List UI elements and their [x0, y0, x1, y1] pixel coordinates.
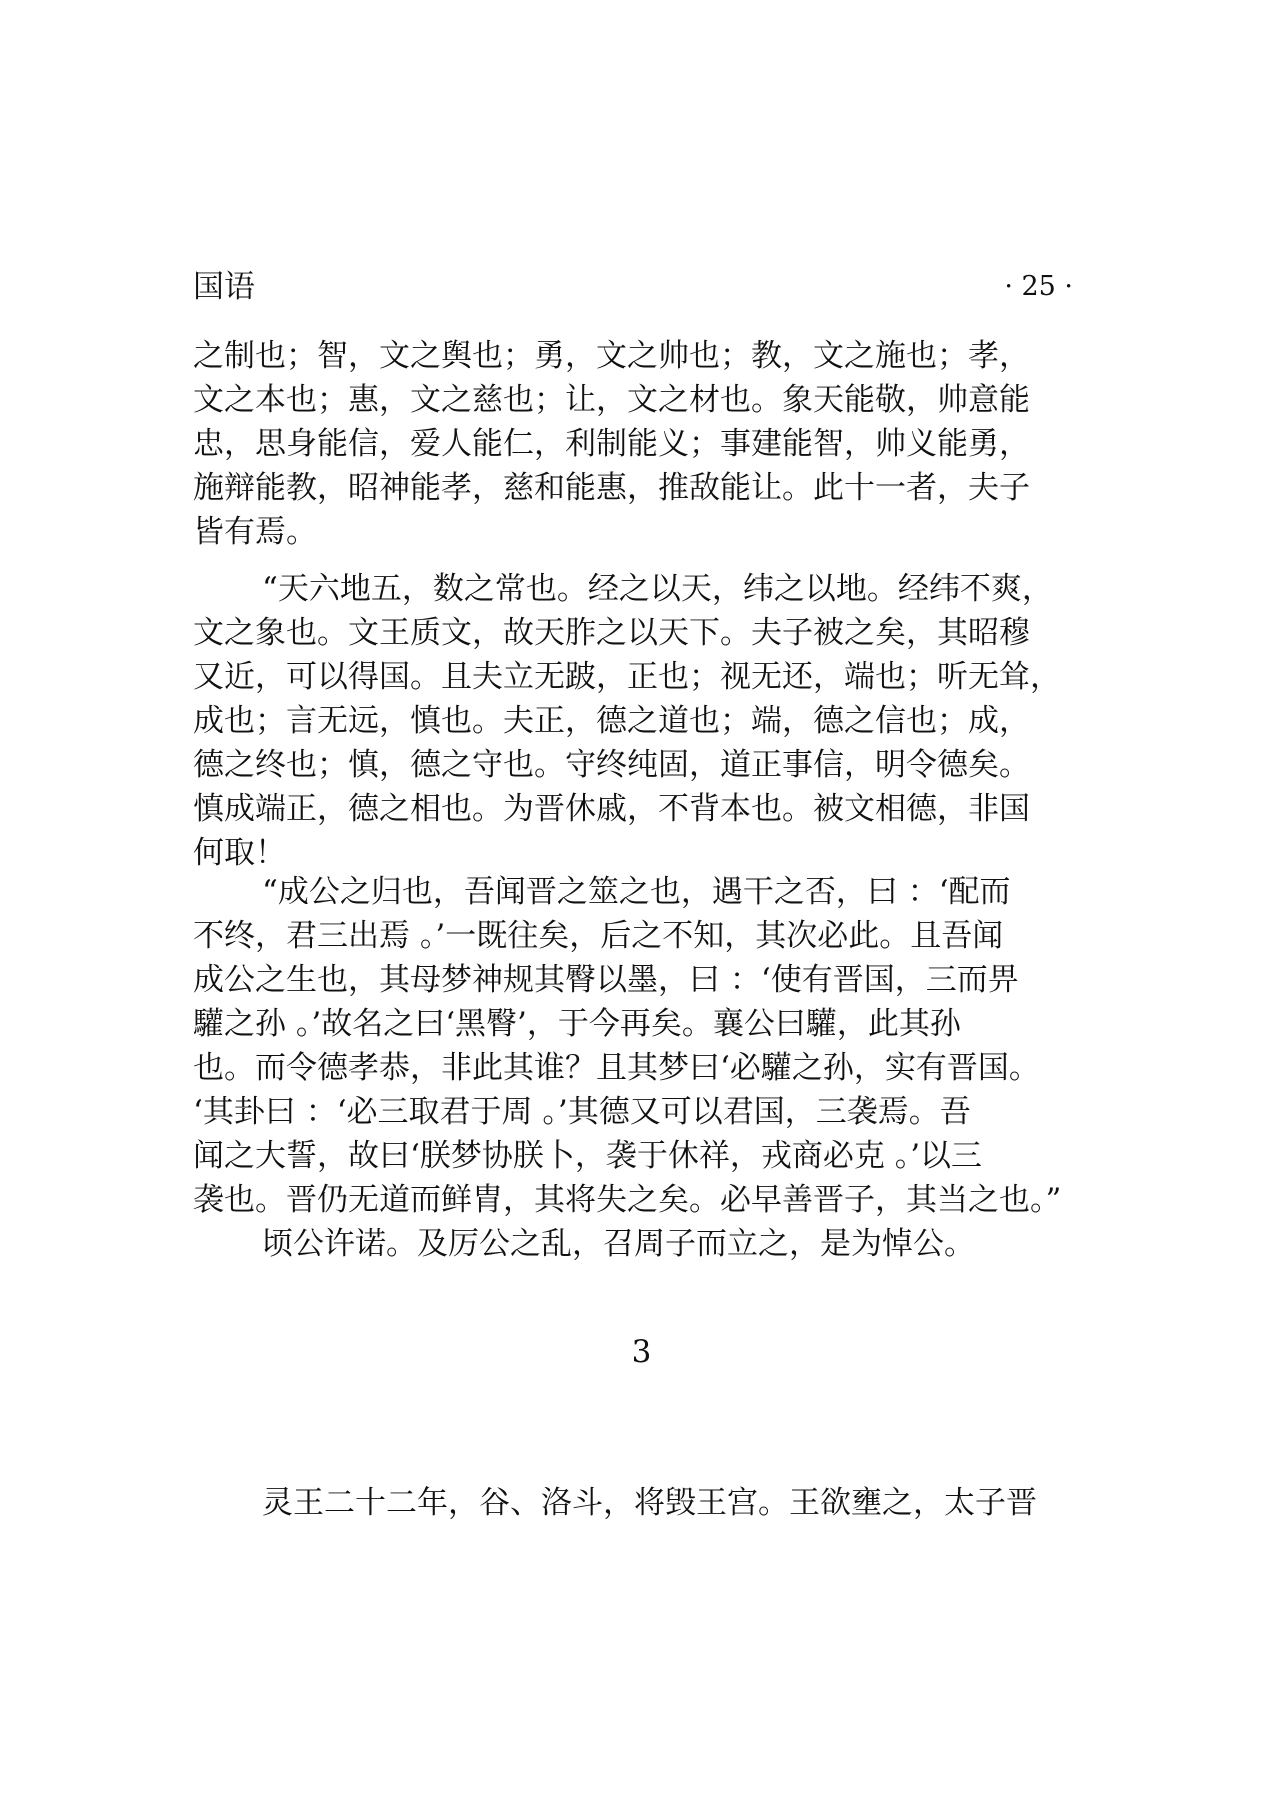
text-line: 顷公许诺。及厉公之乱，召周子而立之，是为悼公。	[262, 1226, 975, 1262]
text-line: 不终，君三出焉 。’一既往矣，后之不知，其次必此。且吾闻	[193, 918, 1004, 954]
text-line: 袭也。晋仍无道而鲜胄，其将失之矣。必早善晋子，其当之也。”	[193, 1182, 1062, 1218]
text-line: 文之象也。文王质文，故天胙之以天下。夫子被之矣，其昭穆	[193, 615, 1030, 651]
text-line: 成公之生也，其母梦神规其臀以墨，曰 ：‘使有晋国，三而畀	[193, 962, 1019, 998]
section-first-line: 灵王二十二年，谷、洛斗，将毁王宫。王欲壅之，太子晋	[262, 1485, 1037, 1521]
text-line: “天六地五，数之常也。经之以天，纬之以地。经纬不爽，	[262, 571, 1053, 607]
text-line: 皆有焉。	[193, 514, 317, 550]
text-line: 德之终也；慎，德之守也。守终纯固，道正事信，明令德矣。	[193, 747, 1030, 783]
text-line: 文之本也；惠，文之慈也；让，文之材也。象天能敬，帅意能	[193, 382, 1030, 418]
text-line: 之制也；智，文之舆也；勇，文之帅也；教，文之施也；孝，	[193, 338, 1030, 374]
text-line: 忠，思身能信，爱人能仁，利制能义；事建能智，帅义能勇，	[193, 426, 1030, 462]
book-title: 国语	[193, 269, 255, 305]
text-line: 驩之孙 。’故名之曰‘黑臀’，于今再矣。襄公曰驩，此其孙	[193, 1006, 961, 1042]
text-line: 何取！	[193, 835, 286, 871]
section-number: 3	[631, 1334, 652, 1370]
text-line: 施辩能教，昭神能孝，慈和能惠，推敌能让。此十一者，夫子	[193, 470, 1030, 506]
text-line: 成也；言无远，慎也。夫正，德之道也；端，德之信也；成，	[193, 703, 1030, 739]
page-header	[193, 262, 1073, 312]
text-line: “成公之归也，吾闻晋之筮之也，遇干之否，曰 ：‘配而	[262, 874, 1011, 910]
text-line: 闻之大誓，故曰‘朕梦协朕卜，袭于休祥，戎商必克 。’以三	[193, 1138, 983, 1174]
text-line: 慎成端正，德之相也。为晋休戚，不背本也。被文相德，非国	[193, 791, 1030, 827]
text-line: 又近，可以得国。且夫立无跛，正也；视无还，端也；听无耸，	[193, 659, 1061, 695]
text-line: 也。而令德孝恭，非此其谁？且其梦曰‘必驩之孙，实有晋国。	[193, 1050, 1040, 1086]
page-number: · 25 ·	[1004, 271, 1073, 302]
text-line: ‘其卦曰 ：‘必三取君于周 。’其德又可以君国，三袭焉。吾	[193, 1094, 971, 1130]
